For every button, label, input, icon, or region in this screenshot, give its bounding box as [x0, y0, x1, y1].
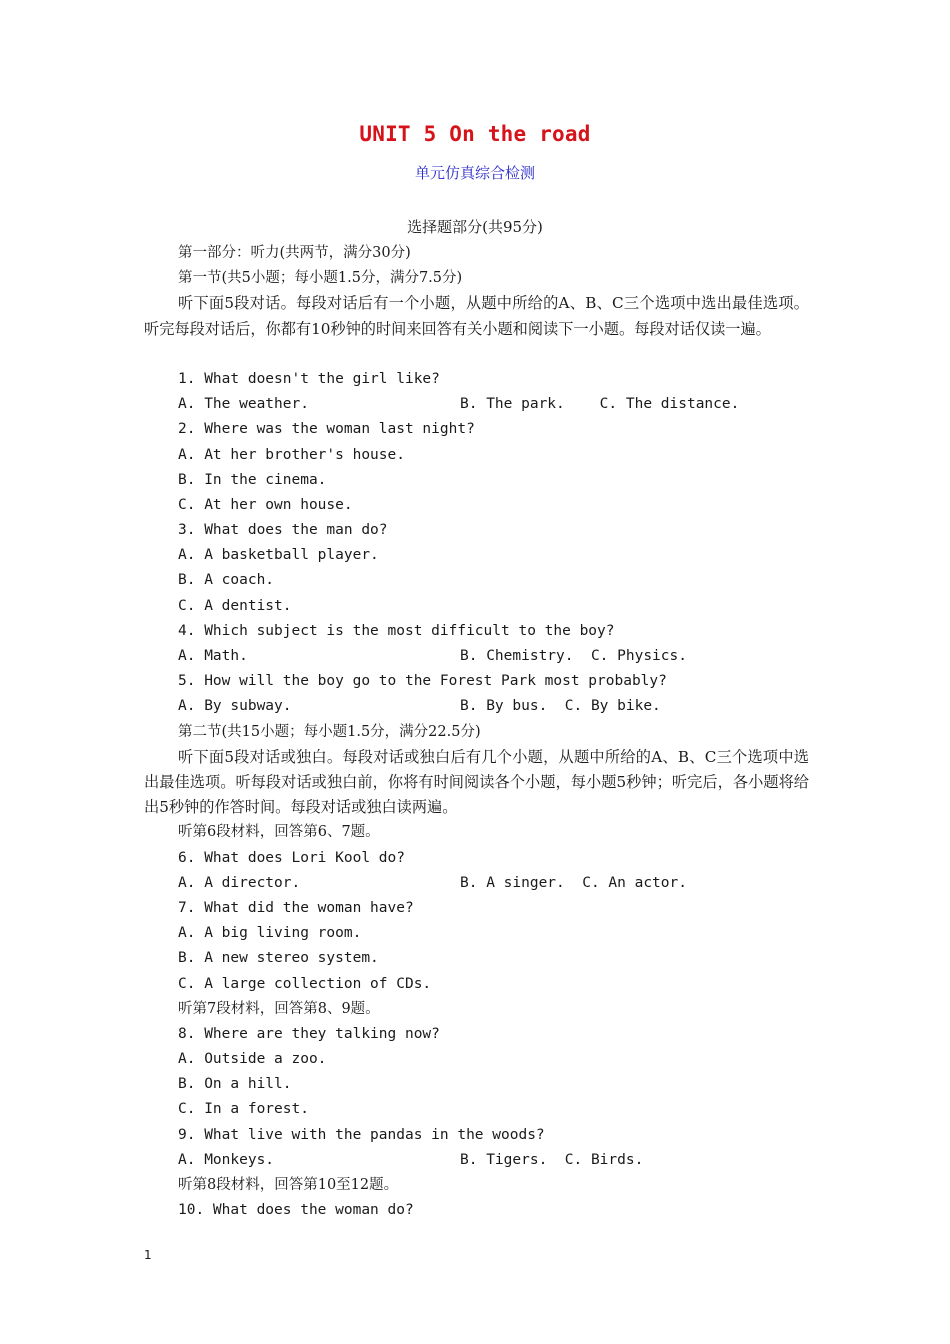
page-number: 1 [144, 1248, 152, 1262]
option-a: A. By subway. [178, 698, 292, 715]
material-8-heading: 听第8段材料，回答第10至12题。 [178, 1177, 399, 1193]
question-7: 7. What did the woman have? [178, 899, 414, 916]
question-9: 9. What live with the pandas in the woods? [178, 1126, 545, 1143]
option-a: A. The weather. [178, 396, 309, 413]
option-b: B. On a hill. [178, 1076, 292, 1093]
options-b-c: B. Chemistry. C. Physics. [460, 648, 687, 665]
option-c: C. A large collection of CDs. [178, 975, 432, 992]
part-heading: 第一部分：听力(共两节，满分30分) [178, 245, 411, 261]
section-1-heading: 第一节(共5小题；每小题1.5分，满分7.5分) [178, 270, 463, 287]
options-b-c: B. By bus. C. By bike. [460, 698, 661, 715]
question-4-options [144, 644, 809, 669]
question-1-options [144, 392, 809, 417]
options-b-c: B. The park. C. The distance. [460, 396, 740, 413]
option-a: A. A basketball player. [178, 547, 379, 564]
section-2-heading: 第二节(共15小题；每小题1.5分，满分22.5分) [178, 723, 481, 740]
question-10: 10. What does the woman do? [178, 1202, 414, 1219]
question-8: 8. Where are they talking now? [178, 1025, 440, 1042]
option-b: B. A coach. [178, 572, 275, 589]
options-b-c: B. Tigers. C. Birds. [460, 1151, 644, 1168]
material-7-heading: 听第7段材料，回答第8、9题。 [178, 1000, 380, 1017]
question-3: 3. What does the man do? [178, 522, 388, 539]
option-b: B. A new stereo system. [178, 950, 379, 967]
section-1-instructions: 听下面5段对话。每段对话后有一个小题，从题中所给的A、B、C三个选项中选出最佳选项。听完每段对话后，你都有10秒钟的时间来回答有关小题和阅读下一小题。每段对话仅读一遍。 [144, 294, 809, 338]
section-2-instructions: 听下面5段对话或独白。每段对话或独白后有几个小题，从题中所给的A、B、C三个选项中选出最佳选项。听每段对话或独白前，你将有时间阅读各个小题，每小题5秒钟；听完后，各小题将给出5秒钟的作答时间。每段对话或独白读两遍。 [144, 747, 809, 817]
option-c: C. At her own house. [178, 496, 353, 513]
question-1: 1. What doesn't the girl like? [178, 370, 440, 387]
option-b: B. In the cinema. [178, 471, 327, 488]
question-6-options [144, 871, 809, 896]
question-2: 2. Where was the woman last night? [178, 421, 475, 438]
option-c: C. In a forest. [178, 1101, 309, 1118]
section-heading: 选择题部分(共95分) [407, 218, 543, 236]
option-c: C. A dentist. [178, 597, 292, 614]
document-subtitle: 单元仿真综合检测 [414, 164, 535, 182]
document-body [144, 241, 809, 1223]
option-a: A. A big living room. [178, 925, 362, 942]
question-9-options [144, 1148, 809, 1173]
options-b-c: B. A singer. C. An actor. [460, 874, 687, 891]
question-5-options [144, 694, 809, 719]
question-4: 4. Which subject is the most difficult to the boy? [178, 622, 615, 639]
material-6-heading: 听第6段材料，回答第6、7题。 [178, 824, 380, 841]
document-title: UNIT 5 On the road [359, 122, 591, 146]
question-6: 6. What does Lori Kool do? [178, 849, 405, 866]
option-a: A. At her brother's house. [178, 446, 405, 463]
option-a: A. Math. [178, 648, 248, 665]
option-a: A. A director. [178, 874, 301, 891]
option-a: A. Monkeys. [178, 1151, 275, 1168]
question-5: 5. How will the boy go to the Forest Park most probably? [178, 673, 667, 690]
option-a: A. Outside a zoo. [178, 1051, 327, 1068]
